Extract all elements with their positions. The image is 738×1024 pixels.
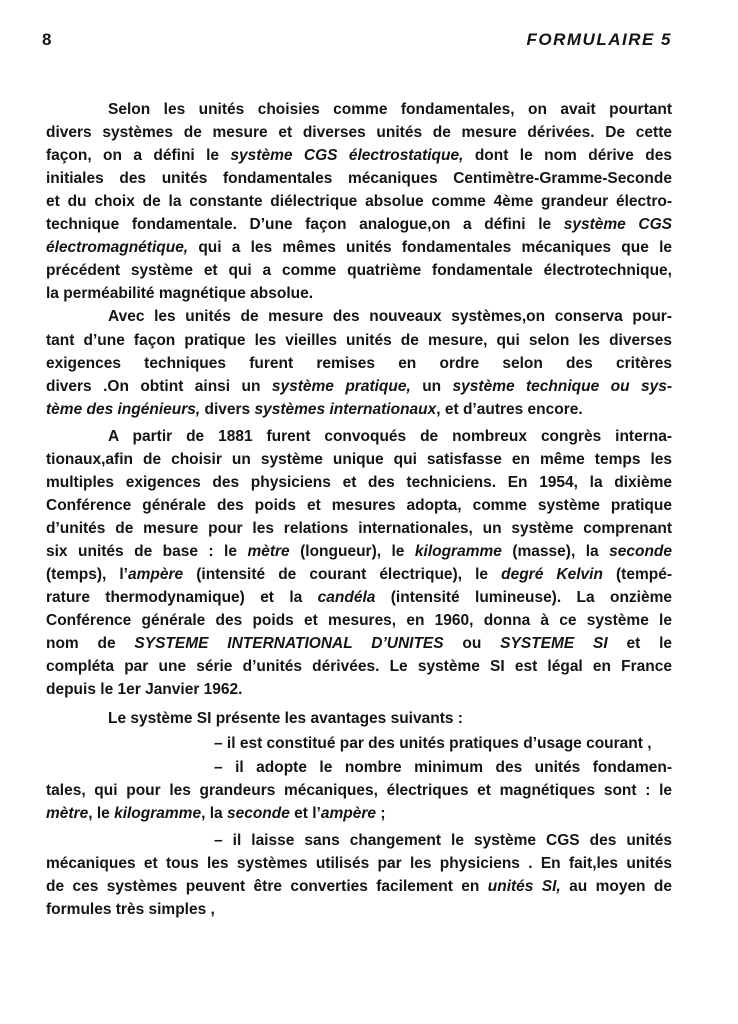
text-run: mécaniques et tous les systèmes utilisés par les physiciens . En fait,les unités	[46, 855, 672, 872]
text-line	[46, 98, 672, 121]
text-line	[46, 540, 672, 563]
text-line	[46, 282, 672, 305]
italic-term: système pratique,	[271, 378, 411, 395]
text-line	[46, 875, 672, 898]
text-line	[46, 121, 672, 144]
text-line	[46, 632, 672, 655]
text-line	[46, 732, 672, 755]
text-line	[46, 259, 672, 282]
italic-term: tème des ingénieurs,	[46, 401, 201, 418]
text-line	[46, 517, 672, 540]
text-run: – il laisse sans changement le système CGS des unités	[214, 832, 672, 849]
text-run: et l’	[289, 805, 321, 822]
text-run: Selon les unités choisies comme fondamentales, on avait pourtant	[108, 101, 672, 118]
italic-term: seconde	[226, 805, 290, 822]
text-run: initiales des unités fondamentales mécaniques Centimètre-Gramme-Seconde	[46, 170, 672, 187]
text-run: façon, on a défini le	[46, 147, 231, 164]
text-line	[46, 779, 672, 802]
text-run: Conférence générale des poids et mesures adopta, comme système pratique	[46, 497, 672, 514]
text-line	[46, 398, 672, 421]
text-line	[46, 167, 672, 190]
text-run: (masse), la	[501, 543, 610, 560]
text-run: multiples exigences des physiciens et des techniciens. En 1954, la dixième	[46, 474, 672, 491]
text-line	[46, 425, 672, 448]
text-run: au moyen de	[560, 878, 672, 895]
text-line	[46, 190, 672, 213]
text-run: , la	[201, 805, 227, 822]
text-run: technique fondamentale. D’une façon analogue,on a défini le	[46, 216, 564, 233]
page-number: 8	[42, 30, 52, 49]
italic-term: système technique ou sys-	[452, 378, 672, 395]
text-run: exigences techniques furent remises en ordre selon des critères	[46, 355, 672, 372]
text-run: (intensité de courant électrique), le	[183, 566, 502, 583]
text-run: ou	[443, 635, 501, 652]
text-run: la perméabilité magnétique absolue.	[46, 285, 314, 302]
text-line	[46, 494, 672, 517]
italic-term: candéla	[317, 589, 376, 606]
text-run: qui a les mêmes unités fondamentales mécaniques que le	[188, 239, 672, 256]
text-run: précédent système et qui a comme quatrième fondamentale électrotechnique,	[46, 262, 672, 279]
running-title: FORMULAIRE 5	[526, 30, 672, 49]
text-run: dont le nom dérive des	[463, 147, 672, 164]
italic-term: kilogramme	[114, 805, 202, 822]
italic-term: SYSTEME SI	[500, 635, 608, 652]
italic-term: systèmes internationaux	[254, 401, 437, 418]
text-run: divers	[200, 401, 255, 418]
text-run: – il est constitué par des unités pratiques d’usage courant ,	[214, 735, 652, 752]
text-run: de ces systèmes peuvent être converties facilement en	[46, 878, 488, 895]
text-run: (tempé-	[602, 566, 672, 583]
text-run: (intensité lumineuse). La onzième	[375, 589, 673, 606]
text-line	[46, 305, 672, 328]
text-line	[46, 898, 672, 921]
italic-term: système CGS	[563, 216, 672, 233]
text-line	[46, 352, 672, 375]
italic-term: unités SI,	[487, 878, 561, 895]
text-run: divers systèmes de mesure et diverses unités de mesure dérivées. De cette	[46, 124, 672, 141]
text-run: rature thermodynamique) et la	[46, 589, 318, 606]
text-run: Avec les unités de mesure des nouveaux systèmes,on conserva pour-	[108, 308, 672, 325]
text-run: (longueur), le	[289, 543, 415, 560]
italic-term: kilogramme	[414, 543, 502, 560]
text-run: et du choix de la constante diélectrique absolue comme 4ème grandeur électro-	[46, 193, 672, 210]
italic-term: ampère	[320, 805, 377, 822]
text-run: Conférence générale des poids et mesures, en 1960, donna à ce système le	[46, 612, 672, 629]
text-line	[46, 707, 672, 730]
text-run: , le	[88, 805, 115, 822]
italic-term: électromagnétique,	[46, 239, 189, 256]
text-line	[46, 563, 672, 586]
text-run: A partir de 1881 furent convoqués de nombreux congrès interna-	[108, 428, 672, 445]
text-run: un	[410, 378, 453, 395]
text-run: compléta par une série d’unités dérivées. Le système SI est légal en France	[46, 658, 672, 675]
text-line	[46, 448, 672, 471]
text-line	[46, 802, 672, 825]
text-line	[46, 852, 672, 875]
text-run: – il adopte le nombre minimum des unités fondamen-	[214, 759, 672, 776]
text-line	[46, 471, 672, 494]
text-run: divers .On obtint ainsi un	[46, 378, 272, 395]
text-run: Le système SI présente les avantages suivants :	[108, 710, 463, 727]
text-run: tionaux,afin de choisir un système unique qui satisfasse en même temps les	[46, 451, 672, 468]
text-line	[46, 375, 672, 398]
text-line	[46, 678, 672, 701]
text-run: tant d’une façon pratique les vieilles unités de mesure, qui selon les diverses	[46, 332, 672, 349]
text-run: ;	[376, 805, 386, 822]
text-line	[46, 609, 672, 632]
text-line	[46, 655, 672, 678]
italic-term: seconde	[609, 543, 672, 560]
italic-term: SYSTEME INTERNATIONAL D’UNITES	[134, 635, 444, 652]
text-line	[46, 586, 672, 609]
text-run: nom de	[46, 635, 135, 652]
text-run: , et d’autres encore.	[436, 401, 583, 418]
text-line	[46, 236, 672, 259]
italic-term: mètre	[247, 543, 290, 560]
italic-term: système CGS électrostatique,	[230, 147, 464, 164]
text-run: six unités de base : le	[46, 543, 248, 560]
text-run: d’unités de mesure pour les relations internationales, un système comprenant	[46, 520, 672, 537]
italic-term: mètre	[46, 805, 89, 822]
italic-term: ampère	[127, 566, 184, 583]
text-run: formules très simples ,	[46, 901, 215, 918]
text-line	[46, 213, 672, 236]
text-run: depuis le 1er Janvier 1962.	[46, 681, 243, 698]
text-run: (temps), l’	[46, 566, 128, 583]
text-line	[46, 144, 672, 167]
text-run: et le	[607, 635, 672, 652]
text-line	[46, 829, 672, 852]
text-line	[46, 756, 672, 779]
italic-term: degré Kelvin	[501, 566, 603, 583]
text-run: tales, qui pour les grandeurs mécaniques, électriques et magnétiques sont : le	[46, 782, 672, 799]
text-line	[46, 329, 672, 352]
